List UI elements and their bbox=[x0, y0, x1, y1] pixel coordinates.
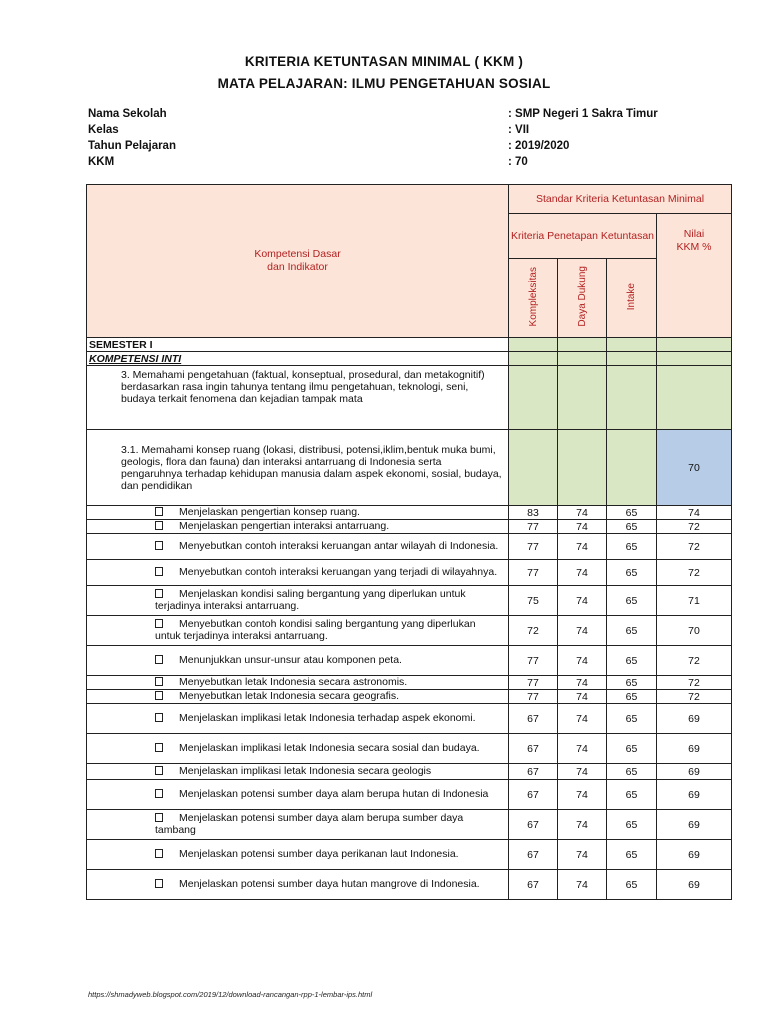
daya-dukung-value: 74 bbox=[558, 704, 607, 734]
indicator-cell bbox=[87, 520, 509, 534]
kompleksitas-value: 67 bbox=[509, 704, 558, 734]
checkbox-icon bbox=[155, 713, 163, 722]
kkm-table bbox=[86, 184, 732, 900]
daya-dukung-value: 74 bbox=[558, 520, 607, 534]
nilai-kkm-value: 69 bbox=[657, 780, 732, 810]
kd31-text: 3.1. Memahami konsep ruang (lokasi, distribusi, potensi,iklim,bentuk muka bumi, geologis, flora dan fauna) dan interaksi antarruang di Indonesia serta pengaruhnya terhadap kehidupan manusia dalam aspek ekonomi, sosial, budaya, dan pendidikan bbox=[87, 430, 509, 506]
daya-dukung-value: 74 bbox=[558, 764, 607, 780]
daya-dukung-value: 74 bbox=[558, 870, 607, 900]
kompleksitas-value: 83 bbox=[509, 506, 558, 520]
kompleksitas-value: 67 bbox=[509, 764, 558, 780]
kompleksitas-value: 72 bbox=[509, 616, 558, 646]
info-row-school bbox=[88, 108, 688, 124]
intake-value: 65 bbox=[607, 690, 657, 704]
semester-label: SEMESTER I bbox=[87, 338, 509, 352]
checkbox-icon bbox=[155, 619, 163, 628]
info-label: Tahun Pelajaran bbox=[88, 140, 176, 152]
indicator-text: Menjelaskan potensi sumber daya hutan mangrove di Indonesia. bbox=[179, 877, 480, 890]
nilai-kkm-value: 71 bbox=[657, 586, 732, 616]
header-criteria: Kriteria Penetapan Ketuntasan bbox=[509, 214, 657, 259]
daya-dukung-value: 74 bbox=[558, 560, 607, 586]
kompleksitas-value: 67 bbox=[509, 734, 558, 764]
nilai-kkm-value: 72 bbox=[657, 690, 732, 704]
daya-dukung-value: 74 bbox=[558, 690, 607, 704]
indicator-text: Menjelaskan implikasi letak Indonesia secara geologis bbox=[179, 764, 432, 777]
header-daya-dukung bbox=[558, 259, 607, 338]
table-row bbox=[87, 560, 732, 586]
nilai-kkm-value: 74 bbox=[657, 506, 732, 520]
header-standard: Standar Kriteria Ketuntasan Minimal bbox=[509, 185, 732, 214]
nilai-kkm-value: 72 bbox=[657, 646, 732, 676]
indicator-cell bbox=[87, 810, 509, 840]
indicator-text: Menyebutkan letak Indonesia secara astronomis. bbox=[179, 675, 408, 688]
indicator-text: Menjelaskan potensi sumber daya alam berupa sumber daya tambang bbox=[155, 812, 464, 836]
table-row bbox=[87, 534, 732, 560]
checkbox-icon bbox=[155, 849, 163, 858]
nilai-kkm-value: 69 bbox=[657, 704, 732, 734]
kompleksitas-value: 77 bbox=[509, 676, 558, 690]
indicator-cell bbox=[87, 840, 509, 870]
checkbox-icon bbox=[155, 766, 163, 775]
info-value: : 2019/2020 bbox=[508, 140, 570, 152]
ki3-text: 3. Memahami pengetahuan (faktual, konseptual, prosedural, dan metakognitif) berdasarkan rasa ingin tahunya tentang ilmu pengetahuan, teknologi, seni, budaya terkait fenomena dan kejadian tampak mata bbox=[87, 366, 509, 430]
footer-url: https://shmadyweb.blogspot.com/2019/12/download-rancangan-rpp-1-lembar-ips.html bbox=[88, 990, 373, 999]
intake-value: 65 bbox=[607, 676, 657, 690]
indicator-cell bbox=[87, 506, 509, 520]
empty-cell bbox=[607, 366, 657, 430]
indicator-cell bbox=[87, 560, 509, 586]
indicator-cell bbox=[87, 764, 509, 780]
kompleksitas-value: 67 bbox=[509, 870, 558, 900]
document-title: KRITERIA KETUNTASAN MINIMAL ( KKM ) bbox=[244, 54, 524, 69]
info-row-class bbox=[88, 124, 688, 140]
table-row bbox=[87, 690, 732, 704]
info-value: : SMP Negeri 1 Sakra Timur bbox=[508, 108, 658, 120]
info-label: Nama Sekolah bbox=[88, 108, 167, 120]
table-row bbox=[87, 780, 732, 810]
empty-cell bbox=[509, 338, 558, 352]
header-kompleksitas bbox=[509, 259, 558, 338]
indicator-text: Menyebutkan contoh interaksi keruangan antar wilayah di Indonesia. bbox=[179, 539, 499, 552]
nilai-kkm-value: 70 bbox=[657, 616, 732, 646]
table-row bbox=[87, 506, 732, 520]
empty-cell bbox=[509, 430, 558, 506]
table-row bbox=[87, 646, 732, 676]
indicator-text: Menyebutkan contoh interaksi keruangan yang terjadi di wilayahnya. bbox=[179, 565, 498, 578]
nilai-kkm-value: 72 bbox=[657, 676, 732, 690]
info-row-year bbox=[88, 140, 688, 156]
intake-value: 65 bbox=[607, 810, 657, 840]
empty-cell bbox=[558, 430, 607, 506]
kompleksitas-value: 75 bbox=[509, 586, 558, 616]
header-kd-line2: dan Indikator bbox=[267, 261, 328, 273]
indicator-cell bbox=[87, 870, 509, 900]
checkbox-icon bbox=[155, 743, 163, 752]
empty-cell bbox=[509, 366, 558, 430]
table-row bbox=[87, 870, 732, 900]
header-intake-label: Intake bbox=[626, 282, 637, 311]
nilai-kkm-value: 72 bbox=[657, 520, 732, 534]
indicator-text: Menyebutkan letak Indonesia secara geografis. bbox=[179, 689, 400, 702]
indicator-cell bbox=[87, 534, 509, 560]
kompleksitas-value: 67 bbox=[509, 840, 558, 870]
intake-value: 65 bbox=[607, 520, 657, 534]
nilai-kkm-value: 69 bbox=[657, 870, 732, 900]
daya-dukung-value: 74 bbox=[558, 676, 607, 690]
nilai-kkm-value: 72 bbox=[657, 560, 732, 586]
indicator-cell bbox=[87, 586, 509, 616]
document-subtitle: MATA PELAJARAN: ILMU PENGETAHUAN SOSIAL bbox=[217, 76, 551, 91]
header-kd-line1: Kompetensi Dasar bbox=[254, 248, 341, 260]
daya-dukung-value: 74 bbox=[558, 810, 607, 840]
kompleksitas-value: 67 bbox=[509, 780, 558, 810]
header-daya-dukung-label: Daya Dukung bbox=[576, 266, 588, 327]
school-info bbox=[88, 108, 688, 172]
daya-dukung-value: 74 bbox=[558, 506, 607, 520]
intake-value: 65 bbox=[607, 840, 657, 870]
table-row bbox=[87, 520, 732, 534]
intake-value: 65 bbox=[607, 646, 657, 676]
intake-value: 65 bbox=[607, 586, 657, 616]
nilai-kkm-value: 72 bbox=[657, 534, 732, 560]
indicator-text: Menjelaskan implikasi letak Indonesia secara sosial dan budaya. bbox=[179, 741, 480, 754]
intake-value: 65 bbox=[607, 534, 657, 560]
empty-cell bbox=[607, 430, 657, 506]
indicator-text: Menjelaskan pengertian konsep ruang. bbox=[179, 505, 360, 518]
table-row bbox=[87, 734, 732, 764]
kompleksitas-value: 77 bbox=[509, 560, 558, 586]
header-intake bbox=[607, 259, 657, 338]
table-row bbox=[87, 810, 732, 840]
daya-dukung-value: 74 bbox=[558, 586, 607, 616]
table-row bbox=[87, 704, 732, 734]
intake-value: 65 bbox=[607, 870, 657, 900]
daya-dukung-value: 74 bbox=[558, 616, 607, 646]
table-row bbox=[87, 586, 732, 616]
intake-value: 65 bbox=[607, 780, 657, 810]
checkbox-icon bbox=[155, 541, 163, 550]
empty-cell bbox=[509, 352, 558, 366]
kompleksitas-value: 67 bbox=[509, 810, 558, 840]
kompleksitas-value: 77 bbox=[509, 534, 558, 560]
daya-dukung-value: 74 bbox=[558, 840, 607, 870]
checkbox-icon bbox=[155, 507, 163, 516]
indicator-cell bbox=[87, 704, 509, 734]
intake-value: 65 bbox=[607, 764, 657, 780]
empty-cell bbox=[657, 366, 732, 430]
indicator-cell bbox=[87, 734, 509, 764]
info-value: : VII bbox=[508, 124, 530, 136]
checkbox-icon bbox=[155, 879, 163, 888]
empty-cell bbox=[558, 366, 607, 430]
table-row bbox=[87, 616, 732, 646]
table-row bbox=[87, 676, 732, 690]
nilai-kkm-value: 69 bbox=[657, 734, 732, 764]
indicator-text: Menjelaskan potensi sumber daya perikanan laut Indonesia. bbox=[179, 847, 459, 860]
indicator-text: Menunjukkan unsur-unsur atau komponen peta. bbox=[179, 653, 402, 666]
checkbox-icon bbox=[155, 789, 163, 798]
daya-dukung-value: 74 bbox=[558, 646, 607, 676]
indicator-cell bbox=[87, 780, 509, 810]
table-row bbox=[87, 764, 732, 780]
indicator-cell bbox=[87, 646, 509, 676]
checkbox-icon bbox=[155, 677, 163, 686]
daya-dukung-value: 74 bbox=[558, 780, 607, 810]
empty-cell bbox=[657, 352, 732, 366]
indicator-cell bbox=[87, 616, 509, 646]
kompetensi-inti-label: KOMPETENSI INTI bbox=[87, 352, 509, 366]
empty-cell bbox=[657, 338, 732, 352]
checkbox-icon bbox=[155, 589, 163, 598]
indicator-text: Menjelaskan kondisi saling bergantung yang diperlukan untuk terjadinya interaksi antarruang. bbox=[155, 588, 466, 612]
intake-value: 65 bbox=[607, 734, 657, 764]
header-nilai-kkm bbox=[657, 214, 732, 338]
nilai-kkm-value: 69 bbox=[657, 764, 732, 780]
header-nilai-line1: Nilai bbox=[683, 228, 705, 240]
daya-dukung-value: 74 bbox=[558, 734, 607, 764]
indicator-cell bbox=[87, 676, 509, 690]
info-label: Kelas bbox=[88, 124, 119, 136]
indicator-text: Menjelaskan potensi sumber daya alam berupa hutan di Indonesia bbox=[179, 787, 489, 800]
header-kompleksitas-label: Kompleksitas bbox=[527, 266, 539, 327]
nilai-kkm-value: 69 bbox=[657, 810, 732, 840]
intake-value: 65 bbox=[607, 704, 657, 734]
indicator-text: Menjelaskan pengertian interaksi antarruang. bbox=[179, 519, 390, 532]
checkbox-icon bbox=[155, 691, 163, 700]
header-kompetensi-dasar bbox=[87, 185, 509, 338]
indicator-text: Menjelaskan implikasi letak Indonesia terhadap aspek ekonomi. bbox=[179, 711, 476, 724]
kompleksitas-value: 77 bbox=[509, 520, 558, 534]
table-row bbox=[87, 840, 732, 870]
empty-cell bbox=[607, 352, 657, 366]
header-nilai-line2: KKM % bbox=[676, 241, 712, 253]
nilai-kkm-value: 69 bbox=[657, 840, 732, 870]
empty-cell bbox=[607, 338, 657, 352]
daya-dukung-value: 74 bbox=[558, 534, 607, 560]
checkbox-icon bbox=[155, 655, 163, 664]
intake-value: 65 bbox=[607, 506, 657, 520]
kompleksitas-value: 77 bbox=[509, 646, 558, 676]
intake-value: 65 bbox=[607, 616, 657, 646]
kompleksitas-value: 77 bbox=[509, 690, 558, 704]
info-row-kkm bbox=[88, 156, 688, 172]
empty-cell bbox=[558, 352, 607, 366]
checkbox-icon bbox=[155, 567, 163, 576]
indicator-text: Menyebutkan contoh kondisi saling bergantung yang diperlukan untuk terjadinya interaksi antarruang. bbox=[155, 618, 476, 642]
checkbox-icon bbox=[155, 813, 163, 822]
checkbox-icon bbox=[155, 521, 163, 530]
info-label: KKM bbox=[88, 156, 115, 168]
intake-value: 65 bbox=[607, 560, 657, 586]
kd31-nilai: 70 bbox=[657, 430, 732, 506]
info-value: : 70 bbox=[508, 156, 528, 168]
empty-cell bbox=[558, 338, 607, 352]
indicator-cell bbox=[87, 690, 509, 704]
